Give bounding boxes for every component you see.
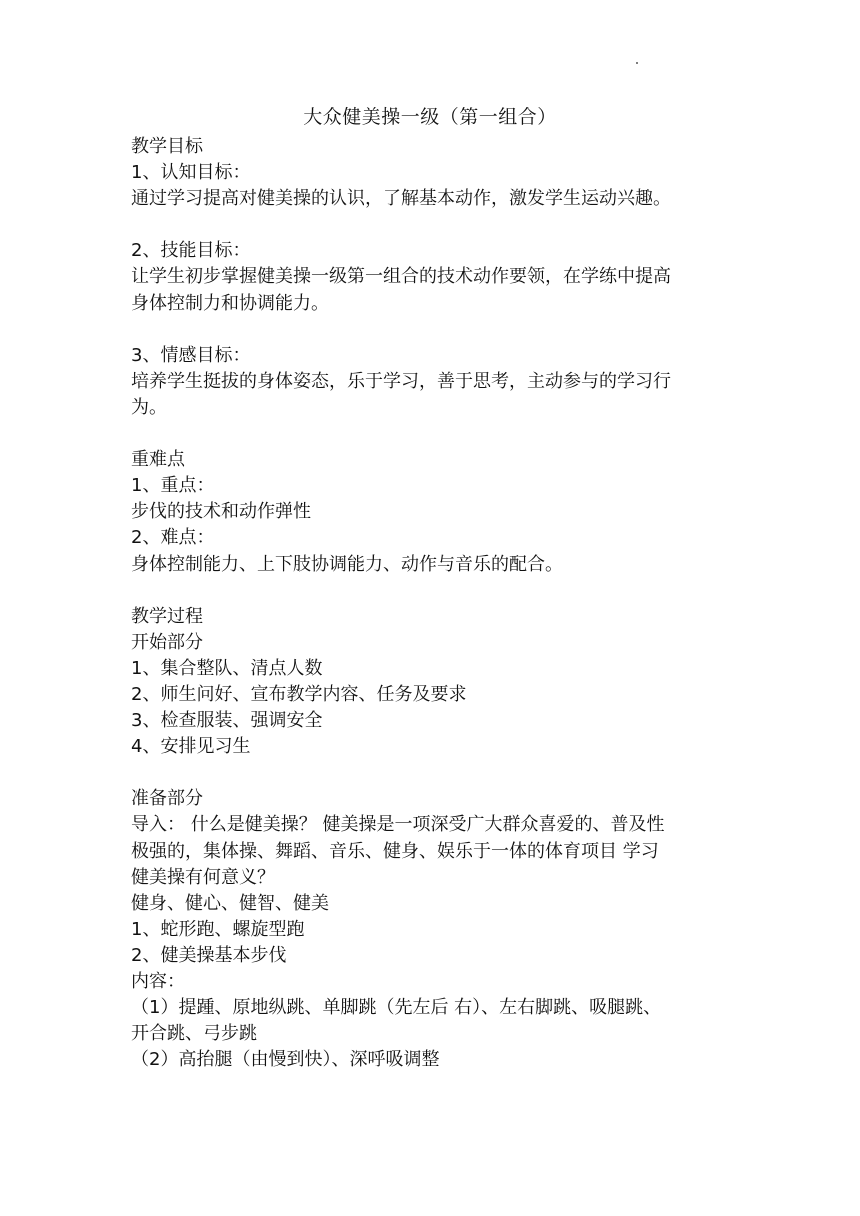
- page-mark: [636, 62, 638, 64]
- document-body: [131, 134, 735, 1073]
- cognitive-objective-text: 通过学习提高对健美操的认识，了解基本动作，激发学生运动兴趣。: [131, 188, 671, 210]
- blank-line: [131, 421, 735, 447]
- blank-line: [131, 578, 735, 604]
- start-item: 3、检查服装、强调安全: [131, 710, 323, 732]
- content-label: 内容：: [131, 971, 185, 992]
- skill-objective-label: 2、技能目标：: [131, 240, 251, 262]
- prep-item: 2、健美操基本步伐: [131, 944, 287, 966]
- objectives-heading: 教学目标: [131, 136, 203, 157]
- content-item-1b: 开合跳、弓步跳: [131, 1023, 257, 1045]
- key-points-heading: 重难点: [131, 449, 185, 471]
- start-section-heading: 开始部分: [131, 631, 203, 653]
- skill-objective-text-1: 让学生初步掌握健美操一级第一组合的技术动作要领，在学练中提高: [131, 266, 671, 288]
- emotion-objective-text-2: 为。: [131, 396, 167, 418]
- blank-line: [131, 760, 735, 786]
- intro-text-2: 极强的，集体操、舞蹈、音乐、健身、娱乐于一体的体育项目 学习: [131, 840, 659, 862]
- start-item: 1、集合整队、清点人数: [131, 657, 323, 679]
- skill-objective-text-2: 身体控制力和协调能力。: [131, 292, 329, 314]
- emotion-objective-label: 3、情感目标：: [131, 344, 251, 366]
- key-point-text: 步伐的技术和动作弹性: [131, 501, 311, 523]
- start-item: 2、师生问好、宣布教学内容、任务及要求: [131, 683, 467, 705]
- cognitive-objective-label: 1、认知目标：: [131, 162, 251, 184]
- document-title: 大众健美操一级（第一组合）: [303, 106, 557, 128]
- emotion-objective-text-1: 培养学生挺拔的身体姿态，乐于学习，善于思考，主动参与的学习行: [131, 370, 671, 392]
- process-heading: 教学过程: [131, 605, 203, 627]
- start-item: 4、安排见习生: [131, 736, 251, 758]
- difficult-point-label: 2、难点：: [131, 527, 215, 549]
- prep-item: 1、蛇形跑、螺旋型跑: [131, 918, 305, 940]
- content-item-1a: （1）提踵、原地纵跳、单脚跳（先左后 右）、左右脚跳、吸腿跳、: [131, 997, 662, 1019]
- intro-text-1: 导入： 什么是健美操？ 健美操是一项深受广大群众喜爱的、普及性: [131, 814, 665, 836]
- meaning-text: 健身、健心、健智、健美: [131, 892, 329, 914]
- blank-line: [131, 317, 735, 343]
- blank-line: [131, 212, 735, 238]
- content-item-2: （2）高抬腿（由慢到快）、深呼吸调整: [131, 1049, 440, 1071]
- prep-section-heading: 准备部分: [131, 788, 203, 810]
- difficult-point-text: 身体控制能力、上下肢协调能力、动作与音乐的配合。: [131, 553, 563, 575]
- intro-text-3: 健美操有何意义？: [131, 866, 275, 888]
- key-point-label: 1、重点：: [131, 475, 215, 497]
